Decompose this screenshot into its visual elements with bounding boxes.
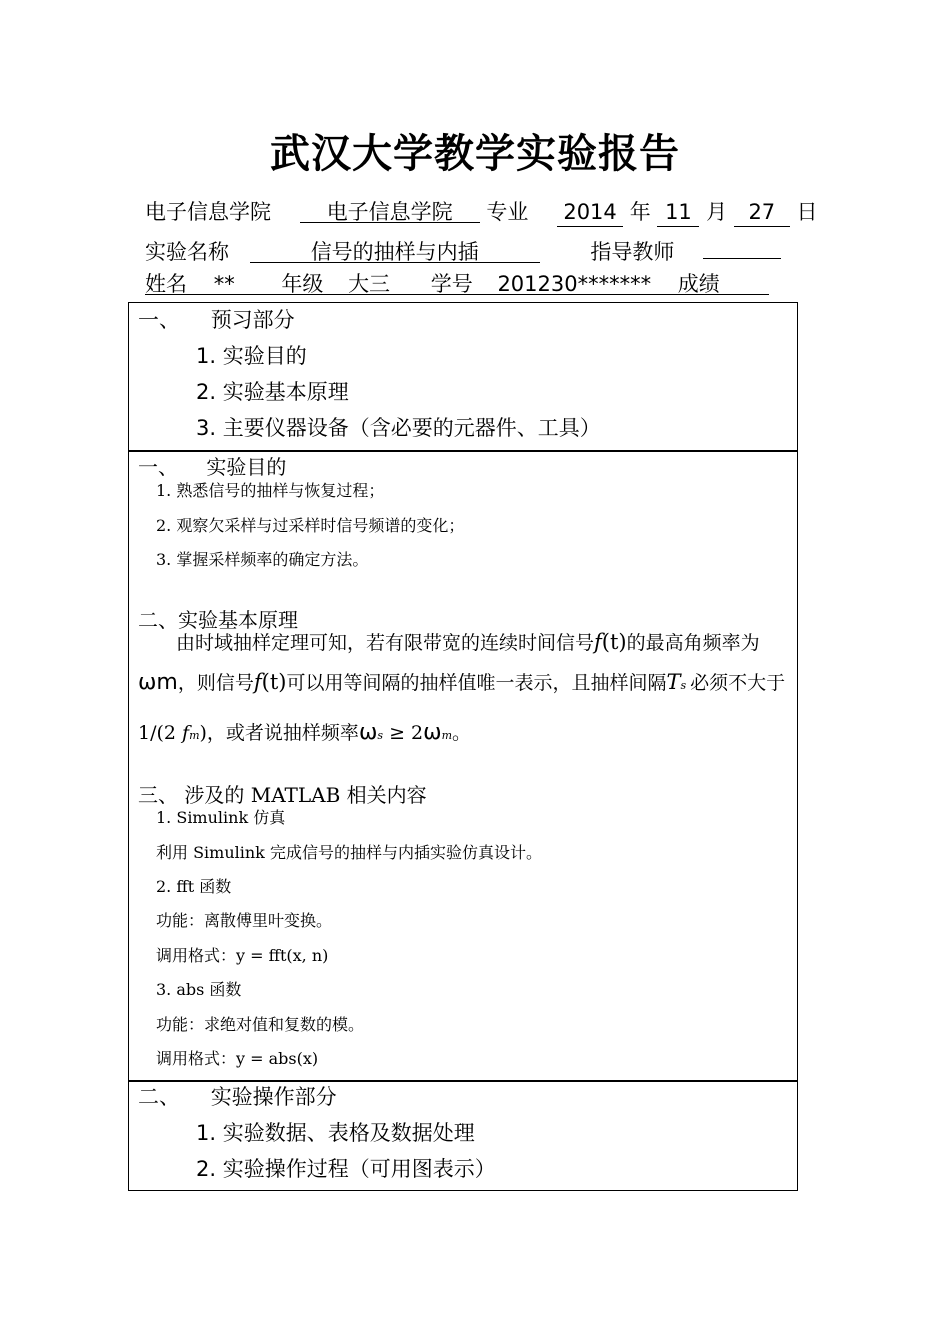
matlab-line: 1. Simulink 仿真 <box>156 808 286 827</box>
preview-heading-num: 一、 <box>138 308 180 332</box>
header-row-2 <box>145 232 781 266</box>
header-row-1 <box>145 196 818 227</box>
math-omega: ω <box>423 720 442 745</box>
objective-heading-num: 一、 <box>138 455 178 479</box>
operation-heading-num: 二、 <box>138 1085 180 1109</box>
objective-heading <box>138 451 286 480</box>
student-name-value: ** <box>213 272 235 296</box>
header-row-3 <box>145 268 769 296</box>
math-t: (t) <box>261 670 287 694</box>
objective-item: 2. 观察欠采样与过采样时信号频谱的变化； <box>156 516 465 535</box>
math-f: f <box>594 630 602 654</box>
math-t: (t) <box>601 630 627 654</box>
score-label: 成绩 <box>677 272 720 296</box>
objective-item: 3. 掌握采样频率的确定方法。 <box>156 550 369 569</box>
day-value: 27 <box>734 200 790 227</box>
preview-item: 1. 实验目的 <box>196 344 307 368</box>
objective-heading-text: 实验目的 <box>206 455 287 479</box>
principle-line-2 <box>138 668 785 695</box>
math-omega-m: ωm <box>138 670 178 695</box>
math-f: f <box>182 722 190 744</box>
math-ge: ≥ 2 <box>383 722 424 744</box>
month-value: 11 <box>657 200 699 227</box>
report-title: 武汉大学教学实验报告 <box>270 131 680 177</box>
principle-line-1 <box>176 628 760 655</box>
principle-text: 1/(2 <box>138 722 183 744</box>
experiment-name-value: 信号的抽样与内插 <box>250 236 540 263</box>
operation-heading <box>138 1081 337 1111</box>
grade-label: 年级 <box>281 272 324 296</box>
student-id-label: 学号 <box>430 272 473 296</box>
math-f: f <box>253 670 262 694</box>
principle-text: 可以用等间隔的抽样值唯一表示，且抽样间隔 <box>286 672 667 694</box>
operation-heading-text: 实验操作部分 <box>210 1085 337 1109</box>
matlab-line: 调用格式：y = fft(x, n) <box>156 946 329 965</box>
principle-text: )，或者说抽样频率 <box>199 722 359 744</box>
teacher-label: 指导教师 <box>590 240 675 264</box>
matlab-line: 2. fft 函数 <box>156 877 232 896</box>
experiment-name-label: 实验名称 <box>145 240 229 264</box>
major-label: 专业 <box>486 200 529 224</box>
matlab-heading: 三、 涉及的 MATLAB 相关内容 <box>138 783 427 807</box>
math-omega: ω <box>358 720 378 745</box>
objective-item: 1. 熟悉信号的抽样与恢复过程； <box>156 481 385 500</box>
year-label: 年 <box>629 200 651 224</box>
year-value: 2014 <box>557 200 623 227</box>
principle-text: 必须不大于 <box>690 672 786 694</box>
matlab-line: 功能：求绝对值和复数的模。 <box>156 1015 365 1034</box>
month-label: 月 <box>706 200 728 224</box>
grade-value: 大三 <box>348 272 391 296</box>
operation-item: 2. 实验操作过程（可用图表示） <box>196 1157 496 1181</box>
student-info-line <box>145 268 769 295</box>
principle-text: 的最高角频率为 <box>626 632 760 654</box>
student-id-value: 201230******* <box>497 272 652 296</box>
math-sub-s: s <box>680 679 687 692</box>
principle-text: ，则信号 <box>177 672 254 694</box>
preview-item: 2. 实验基本原理 <box>196 380 349 404</box>
preview-heading-text: 预习部分 <box>210 308 295 332</box>
school-value: 电子信息学院 <box>300 196 480 223</box>
principle-text: 由时域抽样定理可知，若有限带宽的连续时间信号 <box>176 632 595 654</box>
matlab-line: 利用 Simulink 完成信号的抽样与内插实验仿真设计。 <box>156 843 542 862</box>
math-T: T <box>666 670 681 694</box>
matlab-line: 调用格式：y = abs(x) <box>156 1049 319 1068</box>
principle-heading: 二、实验基本原理 <box>138 608 298 632</box>
student-name-label: 姓名 <box>145 272 187 296</box>
preview-item: 3. 主要仪器设备（含必要的元器件、工具） <box>196 416 601 440</box>
math-sub-m: m <box>189 729 200 742</box>
preview-heading <box>138 304 295 334</box>
math-sub-m: m <box>441 729 452 742</box>
matlab-line: 3. abs 函数 <box>156 980 242 999</box>
matlab-line: 功能：离散傅里叶变换。 <box>156 911 333 930</box>
teacher-value <box>703 232 781 259</box>
day-label: 日 <box>796 200 818 224</box>
school-label: 电子信息学院 <box>145 200 271 224</box>
operation-item: 1. 实验数据、表格及数据处理 <box>196 1121 475 1145</box>
math-sub-s: s <box>377 729 384 742</box>
principle-text: 。 <box>452 722 472 744</box>
principle-line-3 <box>138 718 471 745</box>
